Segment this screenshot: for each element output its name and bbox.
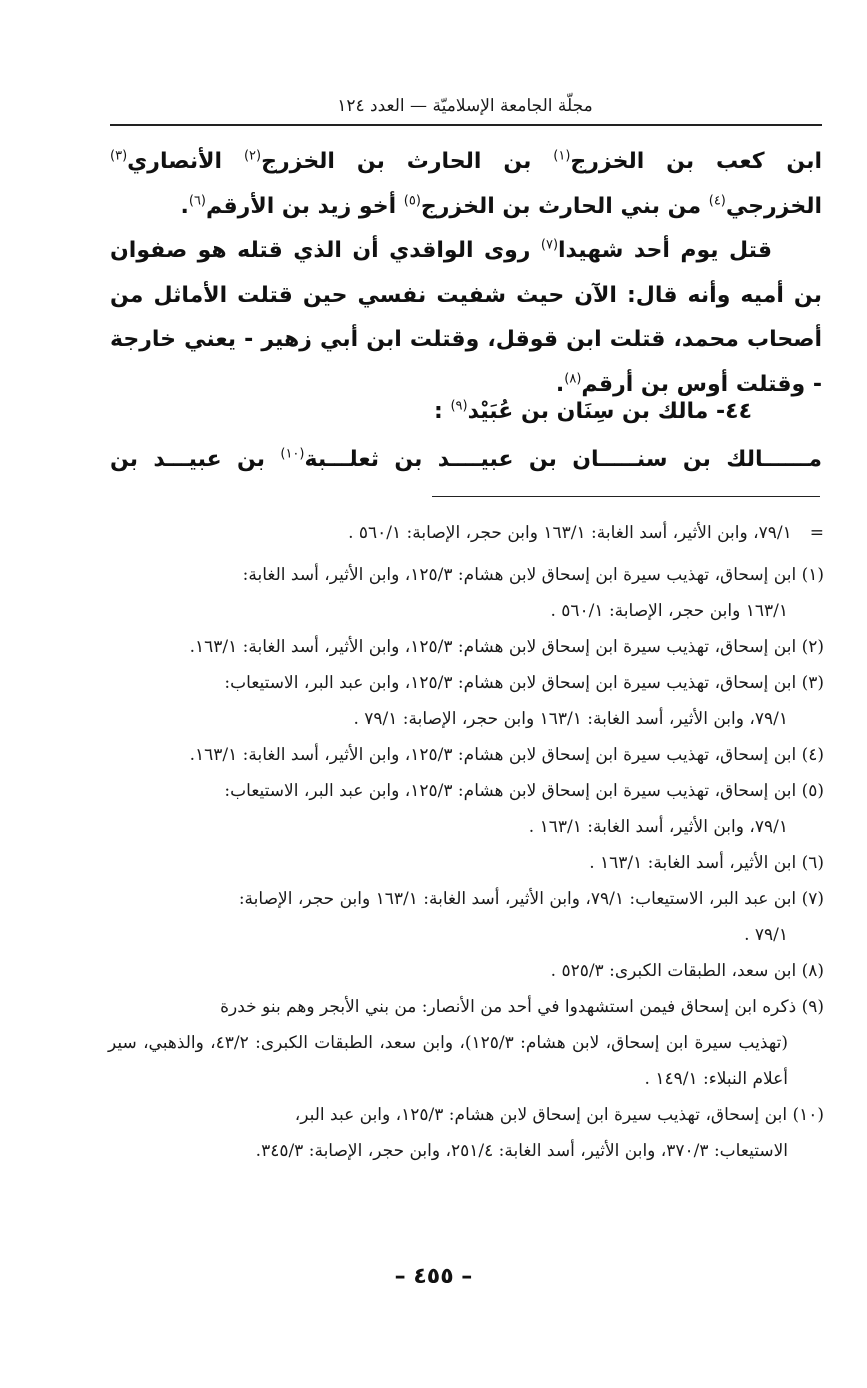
footnote-item: [108, 737, 824, 773]
footnote-text-continued: ٧٩/١، وابن الأثير، أسد الغابة: ١٦٣/١ وابن حجر، الإصابة: ٧٩/١ .: [353, 709, 788, 729]
header-rule: [110, 124, 822, 126]
footnote-item: [108, 629, 824, 665]
footnote-text: ابن إسحاق، تهذيب سيرة ابن إسحاق لابن هشام: ١٢٥/٣، وابن عبد البر، الاستيعاب:: [224, 781, 797, 801]
running-header: مجلّة الجامعة الإسلاميّة — العدد ١٢٤: [337, 96, 593, 116]
continuation-mark: =: [809, 523, 824, 543]
footnote-ref[interactable]: (٦): [188, 193, 206, 209]
entry-first-line: [110, 438, 822, 482]
footnote-number: (٩): [801, 997, 824, 1017]
footnote-number: (٣): [801, 673, 824, 693]
footnote-item: [108, 845, 824, 881]
text-run: مــــــالك بن سنـــــان بن عبيــــد بن ثعلـــبة: [304, 447, 822, 472]
footnote-text-continued: الاستيعاب: ٣٧٠/٣، وابن الأثير، أسد الغابة: ٢٥١/٤، وابن حجر، الإصابة: ٣٤٥/٣.: [255, 1141, 788, 1161]
text-run: بن الحارث بن الخزرج: [261, 149, 554, 174]
footnote-text: ابن إسحاق، تهذيب سيرة ابن إسحاق لابن هشام: ١٢٥/٣، وابن عبد البر، الاستيعاب:: [224, 673, 797, 693]
text-run: من بني الحارث بن الخزرج: [420, 193, 709, 219]
footnote-ref[interactable]: (١٠): [280, 446, 305, 462]
footnote-number: (١٠): [792, 1105, 824, 1125]
section-heading: [110, 390, 822, 434]
text-run: الخزرجي: [725, 193, 822, 219]
footnote-text-continued: (تهذيب سيرة ابن إسحاق، لابن هشام: ١٢٥/٣)، وابن سعد، الطبقات الكبرى: ٤٣/٢، والذهبي، سير أعلام النبلاء: ١٤٩/١ .: [108, 1033, 788, 1089]
footnote-text: ابن سعد، الطبقات الكبرى: ٥٢٥/٣ .: [550, 961, 797, 981]
footnote-text-continued: ٧٩/١ .: [744, 925, 788, 945]
footnote-text: ابن إسحاق، تهذيب سيرة ابن إسحاق لابن هشام: ١٢٥/٣، وابن الأثير، أسد الغابة:: [242, 565, 797, 585]
footnote-number: (٤): [801, 745, 824, 765]
footnote-ref[interactable]: (٣): [110, 148, 128, 164]
footnote-number: (٦): [801, 853, 824, 873]
footnote-text: ابن الأثير، أسد الغابة: ١٦٣/١ .: [589, 853, 797, 873]
footnote-ref[interactable]: (٩): [450, 398, 468, 414]
paragraph-2: [110, 229, 822, 407]
footnote-item: [108, 989, 824, 1097]
footnotes: [108, 515, 824, 1169]
heading-text: ٤٤- مالك بن سِنَان بن عُبَيْد: [467, 399, 752, 424]
main-text: [110, 140, 822, 407]
footnote-text: ابن إسحاق، تهذيب سيرة ابن إسحاق لابن هشام: ١٢٥/٣، وابن الأثير، أسد الغابة: ١٦٣/١.: [189, 637, 797, 657]
footnote-separator: [432, 496, 820, 497]
page-number: – ٤٥٥ –: [394, 1264, 473, 1289]
footnote-number: (٢): [801, 637, 824, 657]
footnote-number: (٧): [801, 889, 824, 909]
footnote-item: [108, 773, 824, 845]
footnote-text-continued: ١٦٣/١ وابن حجر، الإصابة: ٥٦٠/١ .: [550, 601, 788, 621]
paragraph-1: [110, 140, 822, 229]
text-run: .: [180, 193, 189, 219]
text-run: روى الواقدي أن الذي قتله هو صفوان بن أميه وأنه قال: الآن حيث شفيت نفسي حين قتلت الأماثل من أصحاب محمد، قتلت ابن قوقل، وقتلت ابن أبي زهير - يعني خارجة - وقتلت أوس بن أرقم: [110, 238, 822, 397]
heading-colon: :: [434, 399, 451, 424]
footnote-ref[interactable]: (٥): [403, 193, 421, 209]
footnote-text: ابن عبد البر، الاستيعاب: ٧٩/١، وابن الأثير، أسد الغابة: ١٦٣/١ وابن حجر، الإصابة:: [238, 889, 797, 909]
footnote-text: ٧٩/١، وابن الأثير، أسد الغابة: ١٦٣/١ وابن حجر، الإصابة: ٥٦٠/١ .: [348, 523, 792, 543]
footnote-item: [108, 881, 824, 953]
footnote-ref[interactable]: (٢): [243, 148, 262, 164]
text-run: أخو زيد بن الأرقم: [206, 193, 404, 219]
footnote-text: ذكره ابن إسحاق فيمن استشهدوا في أحد من الأنصار: من بني الأبجر وهم بنو خدرة: [220, 997, 797, 1017]
text-run: بن عبيـــد بن: [110, 447, 281, 472]
footnote-number: (٨): [801, 961, 824, 981]
footnote-list: [108, 557, 824, 1169]
text-run: .: [555, 371, 565, 397]
footnote-item: [108, 557, 824, 629]
footnote-ref[interactable]: (٤): [708, 193, 726, 209]
footnote-item: [108, 665, 824, 737]
text-run: الأنصاري: [127, 149, 244, 174]
footnote-number: (٥): [801, 781, 824, 801]
footnote-text-continued: ٧٩/١، وابن الأثير، أسد الغابة: ١٦٣/١ .: [528, 817, 788, 837]
footnote-item: [108, 1097, 824, 1169]
footnote-number: (١): [801, 565, 824, 585]
footnote-ref[interactable]: (٧): [540, 237, 559, 253]
footnote-continuation: [108, 515, 824, 551]
footnote-ref[interactable]: (٨): [564, 371, 582, 387]
footnote-ref[interactable]: (١): [553, 148, 571, 164]
text-run: ابن كعب بن الخزرج: [570, 149, 823, 174]
footnote-text: ابن إسحاق، تهذيب سيرة ابن إسحاق لابن هشام: ١٢٥/٣، وابن الأثير، أسد الغابة: ١٦٣/١.: [189, 745, 797, 765]
footnote-text: ابن إسحاق، تهذيب سيرة ابن إسحاق لابن هشام: ١٢٥/٣، وابن عبد البر،: [294, 1105, 788, 1125]
text-run: قتل يوم أحد شهيدا: [558, 238, 772, 263]
footnote-item: [108, 953, 824, 989]
